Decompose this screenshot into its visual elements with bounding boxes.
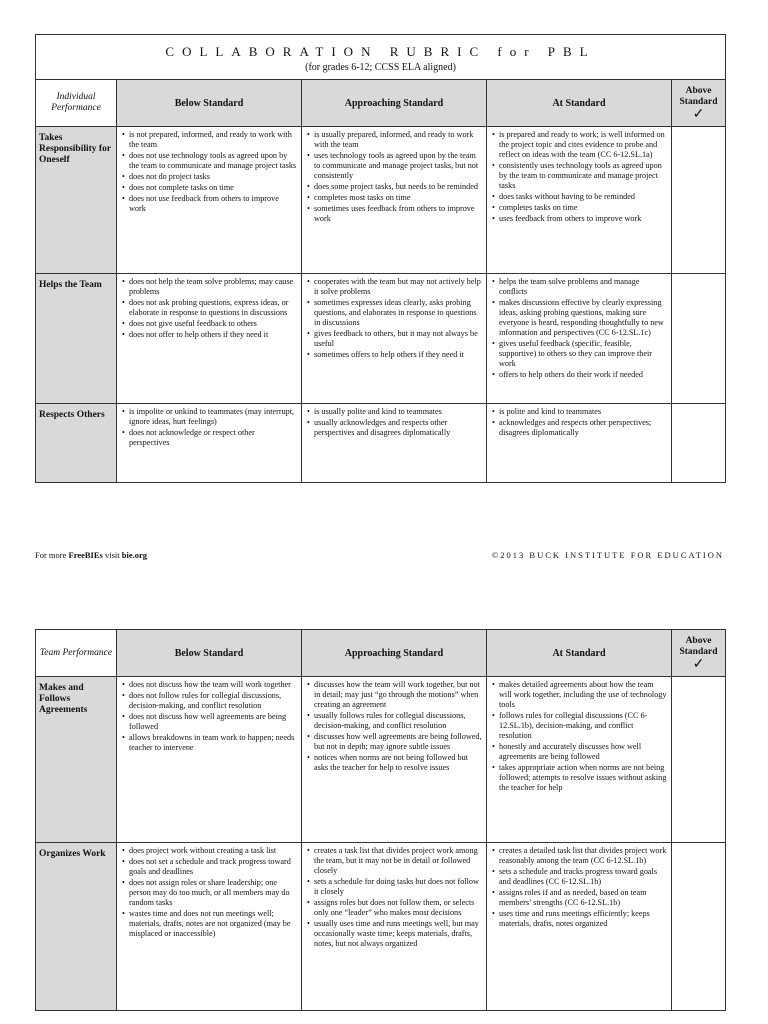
individual-performance-header: Individual Performance (36, 80, 117, 127)
approaching-standard-cell (302, 404, 487, 483)
at-standard-cell (487, 404, 672, 483)
criteria-list (121, 846, 297, 939)
criteria-item: • follows rules for collegial discussions (CC 6-12.SL.1b), decision-making, and conflict resolution (499, 711, 667, 741)
footer-visit: visit (104, 550, 120, 560)
criteria-item: • does tasks without having to be reminded (499, 192, 667, 202)
criteria-item: • helps the team solve problems and manage conflicts (499, 277, 667, 297)
criteria-item: • gives useful feedback (specific, feasible, supportive) to others so they can improve their work (499, 339, 667, 369)
below-standard-cell (117, 677, 302, 843)
above-standard-checkbox-cell[interactable] (672, 677, 726, 843)
approaching-standard-header: Approaching Standard (302, 630, 487, 677)
below-standard-cell (117, 127, 302, 274)
criteria-item: • sometimes offers to help others if they need it (314, 350, 482, 360)
footer-freebies-label: FreeBIEs (68, 550, 103, 560)
at-standard-cell (487, 274, 672, 404)
criteria-item: • does not use technology tools as agreed upon by the team to communicate and manage project tasks (129, 151, 297, 171)
team-rows (36, 677, 726, 1011)
criteria-item: • does not assign roles or share leadership; one person may do too much, or all members may do random tasks (129, 878, 297, 908)
criteria-list (121, 277, 297, 340)
below-standard-cell (117, 404, 302, 483)
rubric-row (36, 274, 726, 404)
above-standard-header (672, 80, 726, 127)
above-standard-label: Above Standard (679, 635, 718, 657)
rubric-row (36, 404, 726, 483)
criteria-item: • sets a schedule for doing tasks but does not follow it closely (314, 877, 482, 897)
criteria-item: • does not follow rules for collegial discussions, decision-making, and conflict resolution (129, 691, 297, 711)
criteria-list (491, 130, 667, 224)
above-standard-checkbox-cell[interactable] (672, 127, 726, 274)
criterion-label: Makes and Follows Agreements (36, 677, 117, 843)
criteria-item: • makes discussions effective by clearly expressing ideas, asking probing questions, making sure everyone is heard, responding thoughtfully to new information and perspectives (CC 6-12.SL.1c) (499, 298, 667, 338)
criteria-item: • does project work without creating a task list (129, 846, 297, 856)
criteria-item: • wastes time and does not run meetings well; materials, drafts, notes are not organized (may be misplaced or inaccessible) (129, 909, 297, 939)
criteria-list (306, 130, 482, 224)
criteria-item: • uses feedback from others to improve work (499, 214, 667, 224)
criteria-item: • usually acknowledges and respects other perspectives and disagrees diplomatically (314, 418, 482, 438)
criteria-list (306, 846, 482, 949)
criteria-item: • assigns roles but does not follow them, or selects only one “leader” who makes most decisions (314, 898, 482, 918)
criterion-label: Takes Responsibility for Oneself (36, 127, 117, 274)
criteria-item: • does not help the team solve problems; may cause problems (129, 277, 297, 297)
above-standard-checkbox-cell[interactable] (672, 843, 726, 1011)
criteria-item: • sometimes expresses ideas clearly, asks probing questions, and elaborates in response to questions in discussions (314, 298, 482, 328)
approaching-standard-cell (302, 274, 487, 404)
criterion-label: Respects Others (36, 404, 117, 483)
criteria-item: • usually follows rules for collegial discussions, decision-making, and conflict resolution (314, 711, 482, 731)
criteria-item: • does not acknowledge or respect other perspectives (129, 428, 297, 448)
rubric-title: COLLABORATION RUBRIC for PBL (165, 43, 596, 59)
criteria-item: • is impolite or unkind to teammates (may interrupt, ignore ideas, hurt feelings) (129, 407, 297, 427)
criteria-item: • offers to help others do their work if needed (499, 370, 667, 380)
at-standard-header: At Standard (487, 80, 672, 127)
below-standard-cell (117, 274, 302, 404)
criteria-item: • does not set a schedule and track progress toward goals and deadlines (129, 857, 297, 877)
footer-prefix: For more (35, 550, 67, 560)
rubric-row (36, 843, 726, 1011)
criteria-item: • is prepared and ready to work; is well informed on the project topic and cites evidence to probe and reflect on ideas with the team (CC 6-12.SL.1a) (499, 130, 667, 160)
approaching-standard-cell (302, 843, 487, 1011)
criteria-item: • makes detailed agreements about how the team will work together, including the use of technology tools (499, 680, 667, 710)
individual-rubric-table (35, 34, 726, 483)
criteria-item: • discusses how the team will work together, but not in detail; may just “go through the motions” when creating an agreement (314, 680, 482, 710)
criteria-item: • does not do project tasks (129, 172, 297, 182)
criteria-list (121, 680, 297, 753)
criteria-list (306, 407, 482, 438)
criteria-item: • gives feedback to others, but it may not always be useful (314, 329, 482, 349)
checkmark-icon: ✓ (692, 656, 705, 672)
criteria-list (491, 407, 667, 438)
criteria-item: • cooperates with the team but may not actively help it solve problems (314, 277, 482, 297)
individual-rows (36, 127, 726, 483)
approaching-standard-cell (302, 677, 487, 843)
criteria-item: • completes tasks on time (499, 203, 667, 213)
criteria-item: • acknowledges and respects other perspectives; disagrees diplomatically (499, 418, 667, 438)
rubric-row (36, 127, 726, 274)
footer-link[interactable]: bie.org (121, 550, 148, 560)
criteria-item: • allows breakdowns in team work to happen; needs teacher to intervene (129, 733, 297, 753)
criteria-list (491, 277, 667, 380)
criteria-item: • creates a task list that divides project work among the team, but it may not be in detail or followed closely (314, 846, 482, 876)
approaching-standard-cell (302, 127, 487, 274)
rubric-row (36, 677, 726, 843)
criteria-item: • does not discuss how well agreements are being followed (129, 712, 297, 732)
criteria-item: • is not prepared, informed, and ready to work with the team (129, 130, 297, 150)
at-standard-cell (487, 677, 672, 843)
criteria-item: • takes appropriate action when norms are not being followed; attempts to resolve issues without asking the teacher for help (499, 763, 667, 793)
below-standard-cell (117, 843, 302, 1011)
criteria-item: • is polite and kind to teammates (499, 407, 667, 417)
criteria-item: • honestly and accurately discusses how well agreements are being followed (499, 742, 667, 762)
criteria-item: • does not offer to help others if they need it (129, 330, 297, 340)
criteria-item: • assigns roles if and as needed, based on team members’ strengths (CC 6-12.SL.1b) (499, 888, 667, 908)
footer-copyright: ©2013 BUCK INSTITUTE FOR EDUCATION (491, 550, 724, 560)
approaching-standard-header: Approaching Standard (302, 80, 487, 127)
criteria-item: • is usually polite and kind to teammates (314, 407, 482, 417)
criteria-item: • is usually prepared, informed, and ready to work with the team (314, 130, 482, 150)
criteria-item: • does some project tasks, but needs to be reminded (314, 182, 482, 192)
criteria-item: • completes most tasks on time (314, 193, 482, 203)
rubric-title-cell (36, 35, 726, 80)
criteria-item: • does not ask probing questions, express ideas, or elaborate in response to questions in discussions (129, 298, 297, 318)
criteria-item: • uses time and runs meetings efficiently; keeps materials, drafts, notes organized (499, 909, 667, 929)
at-standard-header: At Standard (487, 630, 672, 677)
above-standard-checkbox-cell[interactable] (672, 274, 726, 404)
criteria-item: • notices when norms are not being followed but asks the teacher for help to resolve issues (314, 753, 482, 773)
criteria-item: • does not complete tasks on time (129, 183, 297, 193)
below-standard-header: Below Standard (117, 80, 302, 127)
at-standard-cell (487, 843, 672, 1011)
criteria-item: • uses technology tools as agreed upon by the team to communicate and manage project tasks, but not consistently (314, 151, 482, 181)
criteria-list (491, 846, 667, 929)
criteria-list (306, 680, 482, 773)
criteria-item: • does not give useful feedback to others (129, 319, 297, 329)
criteria-item: • creates a detailed task list that divides project work reasonably among the team (CC 6-12.SL.1b) (499, 846, 667, 866)
above-standard-header (672, 630, 726, 677)
criteria-list (491, 680, 667, 793)
below-standard-header: Below Standard (117, 630, 302, 677)
criteria-item: • usually uses time and runs meetings well, but may occasionally waste time; keeps materials, drafts, notes, but not always organized (314, 919, 482, 949)
criteria-item: • sometimes uses feedback from others to improve work (314, 204, 482, 224)
criteria-item: • consistently uses technology tools as agreed upon by the team to communicate and manage project tasks (499, 161, 667, 191)
criteria-list (121, 407, 297, 448)
criteria-item: • does not discuss how the team will work together (129, 680, 297, 690)
footer-freebies (35, 550, 147, 560)
criterion-label: Organizes Work (36, 843, 117, 1011)
criteria-item: • sets a schedule and tracks progress toward goals and deadlines (CC 6-12.SL.1b) (499, 867, 667, 887)
criteria-list (306, 277, 482, 360)
checkmark-icon: ✓ (692, 106, 705, 122)
criteria-item: • does not use feedback from others to improve work (129, 194, 297, 214)
team-performance-header: Team Performance (36, 630, 117, 677)
criteria-item: • discusses how well agreements are being followed, but not in depth; may ignore subtle issues (314, 732, 482, 752)
criterion-label: Helps the Team (36, 274, 117, 404)
above-standard-label: Above Standard (679, 85, 718, 107)
rubric-subtitle: (for grades 6-12; CCSS ELA aligned) (305, 61, 456, 73)
team-rubric-table (35, 629, 726, 1011)
at-standard-cell (487, 127, 672, 274)
above-standard-checkbox-cell[interactable] (672, 404, 726, 483)
criteria-list (121, 130, 297, 214)
